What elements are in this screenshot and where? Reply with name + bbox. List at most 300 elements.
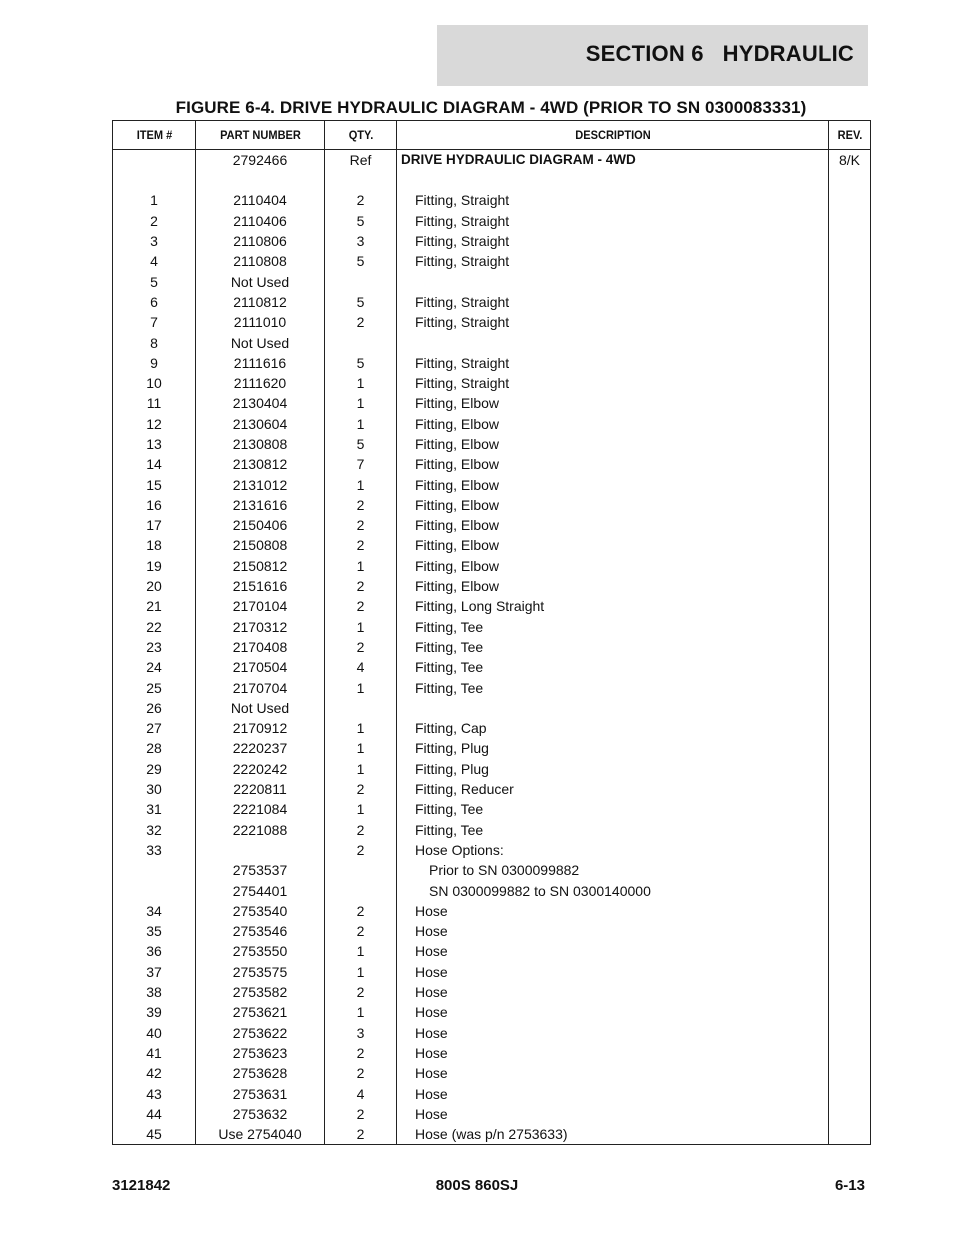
rev-cell (829, 1124, 871, 1145)
part-number-cell: 2170408 (196, 637, 325, 657)
table-row (113, 941, 871, 961)
part-number-cell: 2131616 (196, 495, 325, 515)
item-cell: 24 (113, 657, 196, 677)
item-cell: 45 (113, 1124, 196, 1145)
description-cell: Hose (397, 901, 829, 921)
part-number-cell: Not Used (196, 271, 325, 291)
part-number-cell: 2753623 (196, 1043, 325, 1063)
qty-cell (325, 332, 397, 352)
item-cell: 20 (113, 576, 196, 596)
table-row (113, 1022, 871, 1042)
table-row (113, 332, 871, 352)
item-cell: 38 (113, 982, 196, 1002)
item-cell: 8 (113, 332, 196, 352)
table-row (113, 231, 871, 251)
part-number-cell: Not Used (196, 698, 325, 718)
description-cell: Fitting, Straight (397, 312, 829, 332)
rev-cell (829, 312, 871, 332)
parts-table (112, 120, 871, 1145)
qty-cell: 1 (325, 414, 397, 434)
table-row (113, 1124, 871, 1145)
description-cell (397, 332, 829, 352)
qty-cell: 1 (325, 799, 397, 819)
table-row (113, 779, 871, 799)
item-cell: 15 (113, 474, 196, 494)
table-header-row (113, 121, 871, 150)
table-row (113, 596, 871, 616)
description-cell: Hose (397, 941, 829, 961)
item-cell: 26 (113, 698, 196, 718)
description-cell: Fitting, Tee (397, 799, 829, 819)
qty-cell: 2 (325, 190, 397, 210)
item-cell: 34 (113, 901, 196, 921)
qty-cell: 2 (325, 840, 397, 860)
rev-cell (829, 190, 871, 210)
part-number-cell: 2753582 (196, 982, 325, 1002)
rev-cell (829, 353, 871, 373)
item-cell: 37 (113, 962, 196, 982)
rev-cell (829, 454, 871, 474)
table-row (113, 698, 871, 718)
item-cell: 18 (113, 535, 196, 555)
qty-cell: 2 (325, 1104, 397, 1124)
part-number-cell: 2220237 (196, 738, 325, 758)
section-banner (437, 25, 868, 86)
part-number-cell: 2170912 (196, 718, 325, 738)
qty-cell: 2 (325, 596, 397, 616)
table-row (113, 434, 871, 454)
rev-cell (829, 921, 871, 941)
table-row (113, 292, 871, 312)
rev-cell (829, 1022, 871, 1042)
ref-item-cell (113, 150, 196, 171)
part-number-cell: 2221088 (196, 820, 325, 840)
description-cell: Hose (397, 962, 829, 982)
rev-cell (829, 332, 871, 352)
item-cell: 36 (113, 941, 196, 961)
item-cell: 10 (113, 373, 196, 393)
rev-cell (829, 556, 871, 576)
table-row (113, 353, 871, 373)
table-row (113, 1104, 871, 1124)
item-cell: 30 (113, 779, 196, 799)
part-number-cell: 2151616 (196, 576, 325, 596)
rev-cell (829, 271, 871, 291)
table-row (113, 414, 871, 434)
item-cell: 12 (113, 414, 196, 434)
table-row (113, 556, 871, 576)
table-row (113, 576, 871, 596)
description-cell: Hose (397, 1063, 829, 1083)
description-cell: Fitting, Straight (397, 190, 829, 210)
table-row (113, 921, 871, 941)
item-cell: 13 (113, 434, 196, 454)
part-number-cell: 2170312 (196, 617, 325, 637)
rev-cell (829, 901, 871, 921)
rev-cell (829, 515, 871, 535)
table-row (113, 962, 871, 982)
item-cell: 19 (113, 556, 196, 576)
description-cell (397, 271, 829, 291)
qty-cell: 2 (325, 982, 397, 1002)
part-number-cell: 2753537 (196, 860, 325, 880)
item-cell: 25 (113, 677, 196, 697)
part-number-cell: 2150808 (196, 535, 325, 555)
table-row (113, 738, 871, 758)
rev-cell (829, 1043, 871, 1063)
item-cell: 2 (113, 211, 196, 231)
qty-cell: 1 (325, 474, 397, 494)
item-cell: 9 (113, 353, 196, 373)
table-row (113, 1002, 871, 1022)
ref-description-cell: DRIVE HYDRAULIC DIAGRAM - 4WD (397, 150, 829, 171)
item-cell: 1 (113, 190, 196, 210)
part-number-cell: 2130812 (196, 454, 325, 474)
table-row (113, 373, 871, 393)
rev-cell (829, 880, 871, 900)
qty-cell: 5 (325, 353, 397, 373)
description-cell: Hose (397, 921, 829, 941)
description-cell: Fitting, Elbow (397, 576, 829, 596)
ref-rev-cell: 8/K (829, 150, 871, 171)
part-number-cell: 2220811 (196, 779, 325, 799)
part-number-cell: Use 2754040 (196, 1124, 325, 1145)
qty-cell: 5 (325, 251, 397, 271)
item-cell: 29 (113, 759, 196, 779)
qty-cell: 5 (325, 434, 397, 454)
item-cell (113, 860, 196, 880)
item-cell: 42 (113, 1063, 196, 1083)
item-cell (113, 880, 196, 900)
table-row (113, 718, 871, 738)
qty-cell: 1 (325, 393, 397, 413)
item-cell: 5 (113, 271, 196, 291)
description-cell: Fitting, Elbow (397, 515, 829, 535)
part-number-cell: 2753632 (196, 1104, 325, 1124)
part-number-cell: 2130404 (196, 393, 325, 413)
table-row (113, 799, 871, 819)
qty-cell: 2 (325, 1124, 397, 1145)
rev-cell (829, 495, 871, 515)
item-cell: 14 (113, 454, 196, 474)
description-cell: Fitting, Elbow (397, 454, 829, 474)
section-title: SECTION 6 HYDRAULIC (585, 41, 854, 66)
part-number-cell: 2754401 (196, 880, 325, 900)
part-number-cell: 2753540 (196, 901, 325, 921)
item-cell: 22 (113, 617, 196, 637)
description-cell: Hose (397, 1104, 829, 1124)
footer-model: 800S 860SJ (435, 1177, 519, 1194)
part-number-cell (196, 840, 325, 860)
part-number-cell: 2753550 (196, 941, 325, 961)
qty-cell: 2 (325, 921, 397, 941)
description-cell: Fitting, Straight (397, 373, 829, 393)
qty-cell: 7 (325, 454, 397, 474)
item-cell: 23 (113, 637, 196, 657)
description-cell: Fitting, Tee (397, 637, 829, 657)
description-cell: Hose (397, 982, 829, 1002)
item-cell: 17 (113, 515, 196, 535)
description-cell: Hose (397, 1043, 829, 1063)
qty-cell: 1 (325, 677, 397, 697)
description-cell: Fitting, Straight (397, 251, 829, 271)
part-number-cell: 2220242 (196, 759, 325, 779)
rev-cell (829, 596, 871, 616)
table-row (113, 759, 871, 779)
rev-cell (829, 1083, 871, 1103)
rev-cell (829, 292, 871, 312)
table-row (113, 1063, 871, 1083)
rev-cell (829, 962, 871, 982)
qty-cell: 1 (325, 941, 397, 961)
description-cell: Fitting, Reducer (397, 779, 829, 799)
item-cell: 43 (113, 1083, 196, 1103)
column-header-rev: REV. (830, 121, 869, 150)
part-number-cell: 2131012 (196, 474, 325, 494)
figure-title: FIGURE 6-4. DRIVE HYDRAULIC DIAGRAM - 4WD (PRIOR TO SN 0300083331) (175, 98, 807, 117)
rev-cell (829, 393, 871, 413)
rev-cell (829, 1104, 871, 1124)
qty-cell (325, 271, 397, 291)
qty-cell: 2 (325, 1043, 397, 1063)
qty-cell: 3 (325, 1022, 397, 1042)
table-row (113, 211, 871, 231)
description-cell: Hose (397, 1083, 829, 1103)
description-cell: Fitting, Elbow (397, 535, 829, 555)
qty-cell (325, 698, 397, 718)
item-cell: 6 (113, 292, 196, 312)
part-number-cell: 2111010 (196, 312, 325, 332)
description-cell: Fitting, Tee (397, 820, 829, 840)
rev-cell (829, 698, 871, 718)
table-row (113, 393, 871, 413)
description-cell: Fitting, Elbow (397, 556, 829, 576)
part-number-cell: 2221084 (196, 799, 325, 819)
ref-row (113, 150, 871, 171)
item-cell: 39 (113, 1002, 196, 1022)
qty-cell: 1 (325, 759, 397, 779)
table-row (113, 515, 871, 535)
item-cell: 28 (113, 738, 196, 758)
qty-cell: 1 (325, 718, 397, 738)
item-cell: 3 (113, 231, 196, 251)
rev-cell (829, 414, 871, 434)
rev-cell (829, 820, 871, 840)
item-cell: 27 (113, 718, 196, 738)
table-row (113, 271, 871, 291)
rev-cell (829, 576, 871, 596)
qty-cell: 1 (325, 373, 397, 393)
item-cell: 40 (113, 1022, 196, 1042)
table-row (113, 982, 871, 1002)
table-row (113, 1083, 871, 1103)
description-cell (397, 698, 829, 718)
qty-cell (325, 880, 397, 900)
qty-cell: 2 (325, 495, 397, 515)
qty-cell: 4 (325, 657, 397, 677)
rev-cell (829, 231, 871, 251)
footer-doc-number: 3121842 (112, 1177, 171, 1194)
description-cell: Fitting, Long Straight (397, 596, 829, 616)
qty-cell: 1 (325, 1002, 397, 1022)
part-number-cell: 2753575 (196, 962, 325, 982)
rev-cell (829, 434, 871, 454)
part-number-cell: 2111616 (196, 353, 325, 373)
description-cell: Hose (397, 1002, 829, 1022)
rev-cell (829, 738, 871, 758)
part-number-cell: 2130604 (196, 414, 325, 434)
qty-cell: 2 (325, 779, 397, 799)
description-cell: Fitting, Plug (397, 759, 829, 779)
rev-cell (829, 860, 871, 880)
table-row (113, 495, 871, 515)
description-cell: Prior to SN 0300099882 (397, 860, 829, 880)
description-cell: Fitting, Plug (397, 738, 829, 758)
table-row (113, 454, 871, 474)
part-number-cell: 2130808 (196, 434, 325, 454)
description-cell: Fitting, Straight (397, 353, 829, 373)
table-row (113, 677, 871, 697)
qty-cell: 1 (325, 617, 397, 637)
rev-cell (829, 799, 871, 819)
description-cell: Fitting, Cap (397, 718, 829, 738)
rev-cell (829, 535, 871, 555)
description-cell: Hose (was p/n 2753633) (397, 1124, 829, 1145)
rev-cell (829, 982, 871, 1002)
spacer-row (113, 170, 871, 190)
qty-cell: 2 (325, 637, 397, 657)
table-row (113, 312, 871, 332)
rev-cell (829, 941, 871, 961)
item-cell: 33 (113, 840, 196, 860)
qty-cell: 1 (325, 962, 397, 982)
rev-cell (829, 779, 871, 799)
qty-cell: 5 (325, 211, 397, 231)
description-cell: Fitting, Elbow (397, 495, 829, 515)
column-header-description: DESCRIPTION (414, 121, 811, 150)
qty-cell: 2 (325, 312, 397, 332)
rev-cell (829, 759, 871, 779)
footer-page-number: 6-13 (834, 1177, 865, 1194)
rev-cell (829, 474, 871, 494)
description-cell: Fitting, Tee (397, 657, 829, 677)
item-cell: 44 (113, 1104, 196, 1124)
table-row (113, 617, 871, 637)
rev-cell (829, 677, 871, 697)
rev-cell (829, 637, 871, 657)
qty-cell: 2 (325, 1063, 397, 1083)
item-cell: 31 (113, 799, 196, 819)
description-cell: Fitting, Tee (397, 617, 829, 637)
description-cell: Fitting, Straight (397, 211, 829, 231)
table-row (113, 657, 871, 677)
part-number-cell: 2753546 (196, 921, 325, 941)
qty-cell: 2 (325, 576, 397, 596)
part-number-cell: 2753621 (196, 1002, 325, 1022)
table-row (113, 840, 871, 860)
part-number-cell: 2150406 (196, 515, 325, 535)
description-cell: Hose Options: (397, 840, 829, 860)
rev-cell (829, 1063, 871, 1083)
part-number-cell: Not Used (196, 332, 325, 352)
description-cell: Fitting, Elbow (397, 434, 829, 454)
part-number-cell: 2753622 (196, 1022, 325, 1042)
table-row (113, 820, 871, 840)
item-cell: 11 (113, 393, 196, 413)
table-row (113, 637, 871, 657)
item-cell: 4 (113, 251, 196, 271)
description-cell: Fitting, Elbow (397, 393, 829, 413)
column-header-item: ITEM # (116, 121, 192, 150)
qty-cell: 2 (325, 901, 397, 921)
table-row (113, 1043, 871, 1063)
rev-cell (829, 373, 871, 393)
part-number-cell: 2111620 (196, 373, 325, 393)
part-number-cell: 2150812 (196, 556, 325, 576)
table-row (113, 901, 871, 921)
rev-cell (829, 840, 871, 860)
part-number-cell: 2110812 (196, 292, 325, 312)
table-row (113, 474, 871, 494)
qty-cell: 2 (325, 515, 397, 535)
qty-cell: 1 (325, 556, 397, 576)
qty-cell: 4 (325, 1083, 397, 1103)
part-number-cell: 2110404 (196, 190, 325, 210)
rev-cell (829, 718, 871, 738)
item-cell: 32 (113, 820, 196, 840)
qty-cell: 2 (325, 820, 397, 840)
part-number-cell: 2753628 (196, 1063, 325, 1083)
description-cell: Fitting, Elbow (397, 414, 829, 434)
description-cell: Fitting, Tee (397, 677, 829, 697)
rev-cell (829, 211, 871, 231)
description-cell: SN 0300099882 to SN 0300140000 (397, 880, 829, 900)
column-header-qty: QTY. (327, 121, 393, 150)
item-cell: 7 (113, 312, 196, 332)
qty-cell: 2 (325, 535, 397, 555)
part-number-cell: 2170104 (196, 596, 325, 616)
table-row (113, 190, 871, 210)
description-cell: Fitting, Elbow (397, 474, 829, 494)
table-row (113, 251, 871, 271)
qty-cell: 5 (325, 292, 397, 312)
column-header-part-number: PART NUMBER (201, 121, 320, 150)
part-number-cell: 2110808 (196, 251, 325, 271)
part-number-cell: 2170704 (196, 677, 325, 697)
part-number-cell: 2170504 (196, 657, 325, 677)
rev-cell (829, 251, 871, 271)
description-cell: Fitting, Straight (397, 231, 829, 251)
rev-cell (829, 657, 871, 677)
item-cell: 21 (113, 596, 196, 616)
part-number-cell: 2110806 (196, 231, 325, 251)
table-row (113, 860, 871, 880)
rev-cell (829, 1002, 871, 1022)
part-number-cell: 2753631 (196, 1083, 325, 1103)
description-cell: Hose (397, 1022, 829, 1042)
item-cell: 41 (113, 1043, 196, 1063)
description-cell: Fitting, Straight (397, 292, 829, 312)
table-row (113, 535, 871, 555)
table-row (113, 880, 871, 900)
qty-cell (325, 860, 397, 880)
item-cell: 16 (113, 495, 196, 515)
ref-part-number-cell: 2792466 (196, 150, 325, 171)
qty-cell: 3 (325, 231, 397, 251)
ref-qty-cell: Ref (325, 150, 397, 171)
qty-cell: 1 (325, 738, 397, 758)
part-number-cell: 2110406 (196, 211, 325, 231)
